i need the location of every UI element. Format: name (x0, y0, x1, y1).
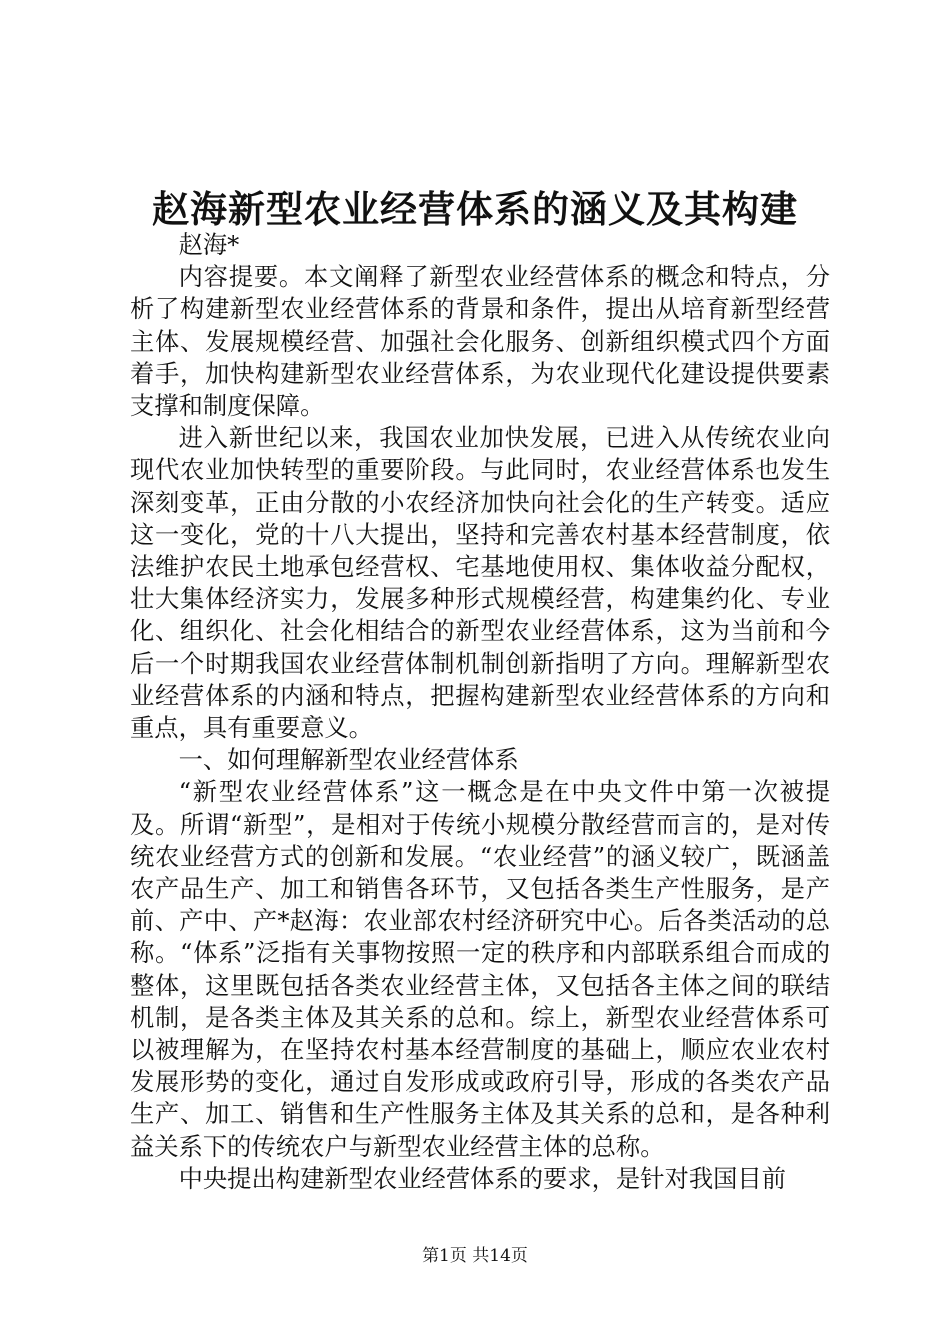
section-heading: 一、如何理解新型农业经营体系 (178, 745, 519, 775)
definition-paragraph: “新型农业经营体系”这一概念是在中央文件中第一次被提及。所谓“新型”，是相对于传统小规模分散经营而言的，是对传统农业经营方式的创新和发展。“农业经营”的涵义较广，既涵盖农产品生产、加工和销售各环节，又包括各类生产性服务，是产前、产中、产*赵海：农业部农村经济研究中心。后各类活动的总称。“体系”泛指有关事物按照一定的秩序和内部联系组合而成的整体，这里既包括各类农业经营主体，又包括各主体之间的联结机制，是各类主体及其关系的总和。综上，新型农业经营体系可以被理解为，在坚持农村基本经营制度的基础上，顺应农业农村发展形势的变化，通过自发形成或政府引导，形成的各类农产品生产、加工、销售和生产性服务主体及其关系的总和，是各种利益关系下的传统农户与新型农业经营主体的总称。 (130, 777, 830, 1161)
author-line: 赵海* (178, 230, 240, 259)
intro-paragraph: 进入新世纪以来，我国农业加快发展，已进入从传统农业向现代农业加快转型的重要阶段。与此同时，农业经营体系也发生深刻变革，正由分散的小农经济加快向社会化的生产转变。适应这一变化，党的十八大提出，坚持和完善农村基本经营制度，依法维护农民土地承包经营权、宅基地使用权、集体收益分配权，壮大集体经济实力，发展多种形式规模经营，构建集约化、专业化、组织化、社会化相结合的新型农业经营体系，这为当前和今后一个时期我国农业经营体制机制创新指明了方向。理解新型农业经营体系的内涵和特点，把握构建新型农业经营体系的方向和重点，具有重要意义。 (130, 423, 830, 743)
continuation-paragraph: 中央提出构建新型农业经营体系的要求，是针对我国目前 (178, 1163, 787, 1193)
document-body (130, 229, 830, 1195)
document-title: 赵海新型农业经营体系的涵义及其构建 (152, 186, 798, 231)
page-footer: 第1页 共14页 (422, 1246, 528, 1266)
abstract-paragraph: 内容提要。本文阐释了新型农业经营体系的概念和特点，分析了构建新型农业经营体系的背景和条件，提出从培育新型经营主体、发展规模经营、加强社会化服务、创新组织模式四个方面着手，加快构建新型农业经营体系，为农业现代化建设提供要素支撑和制度保障。 (130, 262, 830, 421)
